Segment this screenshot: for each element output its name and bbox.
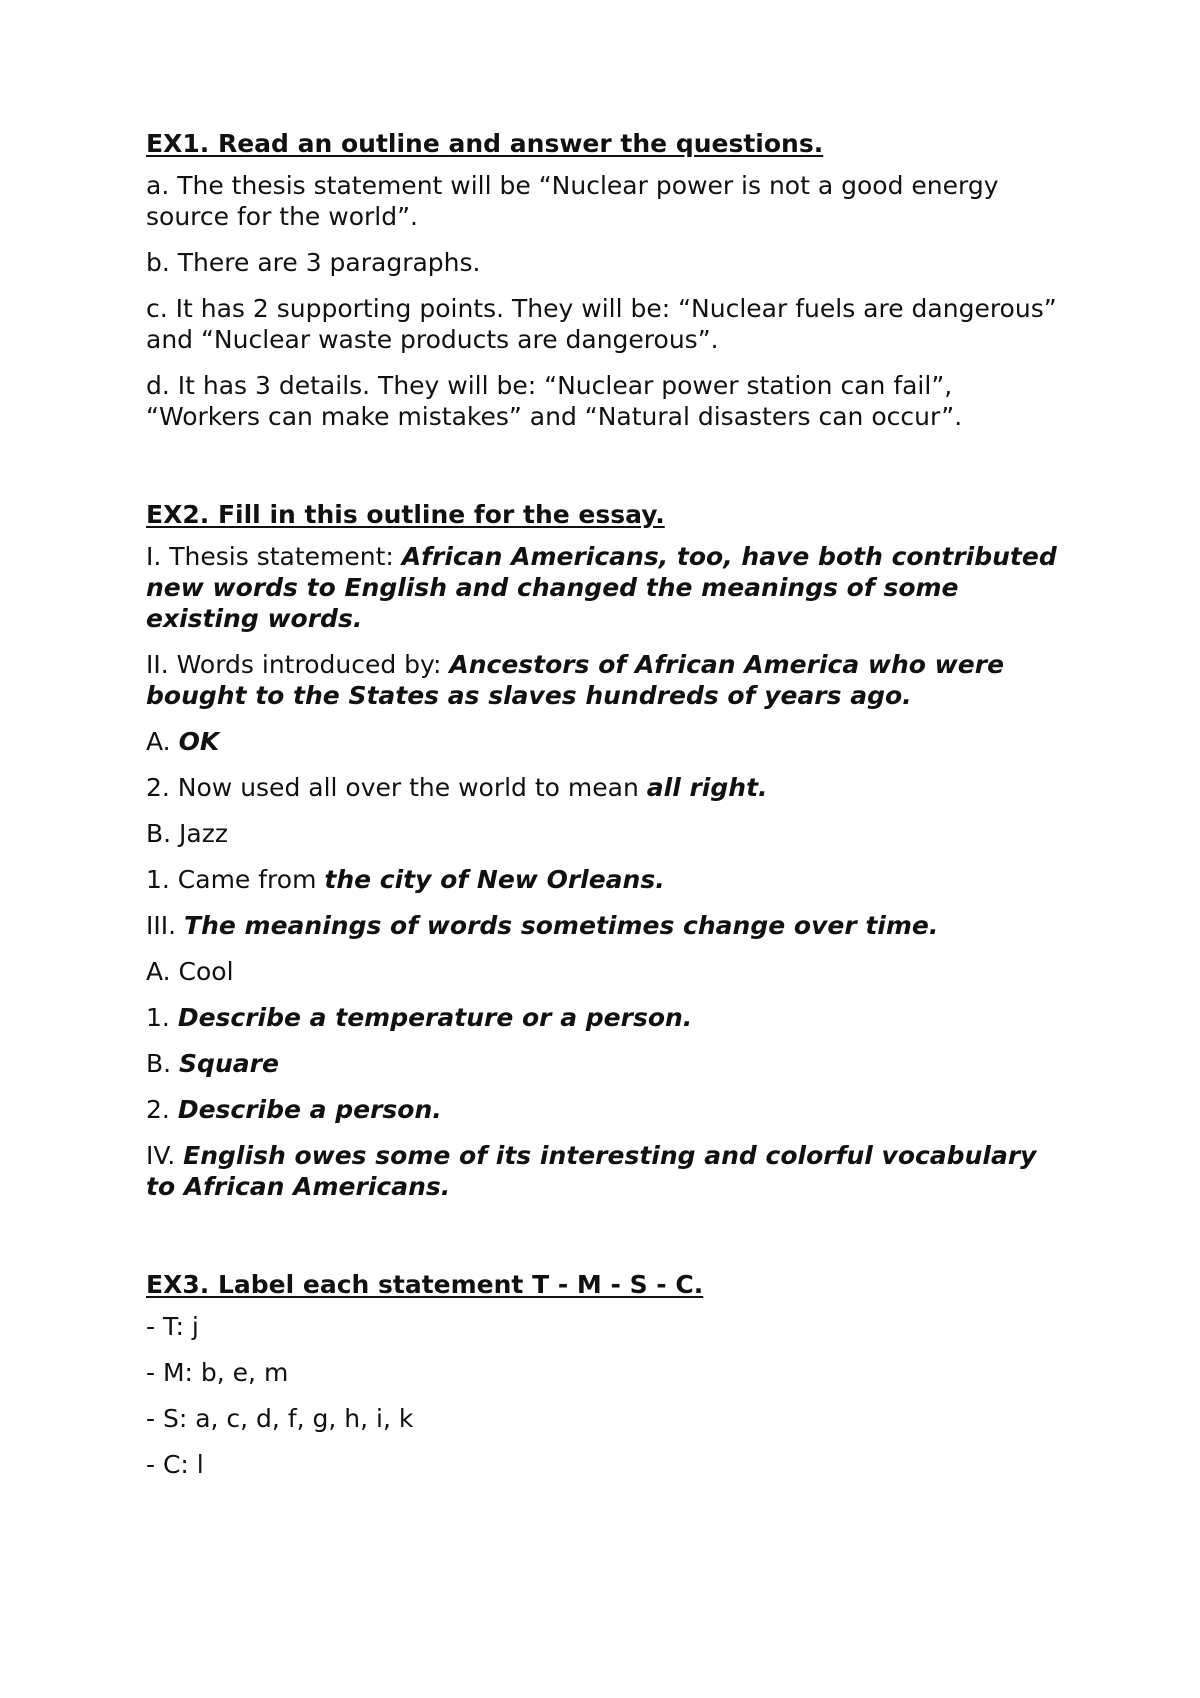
- outline-answer: Describe a person.: [177, 1095, 442, 1124]
- outline-answer: OK: [178, 727, 220, 756]
- outline-label: I. Thesis statement:: [146, 542, 402, 571]
- outline-jazz-detail: [146, 864, 1066, 895]
- outline-label: III.: [146, 911, 185, 940]
- outline-label: 2.: [146, 1095, 178, 1124]
- outline-label: B. Jazz: [146, 819, 228, 848]
- outline-label: 2. Now used all over the world to mean: [146, 773, 647, 802]
- outline-b-square: [146, 1048, 1066, 1079]
- outline-answer: Describe a temperature or a person.: [177, 1003, 693, 1032]
- ex2-heading: EX2. Fill in this outline for the essay.: [146, 500, 665, 529]
- label-t: - T: j: [146, 1312, 199, 1341]
- document-page: [146, 128, 1066, 1495]
- outline-thesis: [146, 541, 1066, 634]
- ex1-answer-a: a. The thesis statement will be “Nuclear power is not a good energy source for the world”.: [146, 171, 999, 231]
- spacer: [146, 447, 1066, 499]
- outline-label: B.: [146, 1049, 180, 1078]
- ex1-answer-d: d. It has 3 details. They will be: “Nuclear power station can fail”, “Workers can make mistakes” and “Natural disasters can occur”.: [146, 371, 963, 431]
- outline-a-cool: [146, 956, 1066, 987]
- outline-conclusion: [146, 1140, 1066, 1202]
- ex1-answer-b: b. There are 3 paragraphs.: [146, 248, 481, 277]
- exercise-2: [146, 499, 1066, 1202]
- outline-answer: all right.: [646, 773, 768, 802]
- outline-label: II. Words introduced by:: [146, 650, 450, 679]
- label-c: - C: l: [146, 1450, 204, 1479]
- outline-ok-detail: [146, 772, 1066, 803]
- label-s: - S: a, c, d, f, g, h, i, k: [146, 1404, 414, 1433]
- outline-label: A.: [146, 727, 179, 756]
- outline-answer: The meanings of words sometimes change over time.: [184, 911, 939, 940]
- outline-meanings: [146, 910, 1066, 941]
- label-m: - M: b, e, m: [146, 1358, 289, 1387]
- outline-label: IV.: [146, 1141, 184, 1170]
- outline-answer: African Americans, too, have both contributed new words to English and changed the meanings of some existing words.: [146, 542, 1057, 633]
- ex3-heading: EX3. Label each statement T - M - S - C.: [146, 1270, 704, 1299]
- exercise-1: [146, 128, 1066, 432]
- outline-label: 1.: [146, 1003, 178, 1032]
- outline-b-jazz: [146, 818, 1066, 849]
- outline-label: 1. Came from: [146, 865, 325, 894]
- exercise-3: [146, 1269, 1066, 1480]
- outline-a-ok: [146, 726, 1066, 757]
- ex1-heading: EX1. Read an outline and answer the questions.: [146, 129, 824, 158]
- outline-label: A. Cool: [146, 957, 234, 986]
- outline-answer: Square: [179, 1049, 279, 1078]
- outline-cool-detail: [146, 1002, 1066, 1033]
- ex1-answer-c: c. It has 2 supporting points. They will be: “Nuclear fuels are dangerous” and “Nuclear waste products are dangerous”.: [146, 294, 1057, 354]
- spacer: [146, 1217, 1066, 1269]
- outline-words-introduced: [146, 649, 1066, 711]
- outline-square-detail: [146, 1094, 1066, 1125]
- outline-answer: Ancestors of African America who were bought to the States as slaves hundreds of years ago.: [146, 650, 1005, 710]
- outline-answer: English owes some of its interesting and colorful vocabulary to African Americans.: [146, 1141, 1037, 1201]
- outline-answer: the city of New Orleans.: [324, 865, 665, 894]
